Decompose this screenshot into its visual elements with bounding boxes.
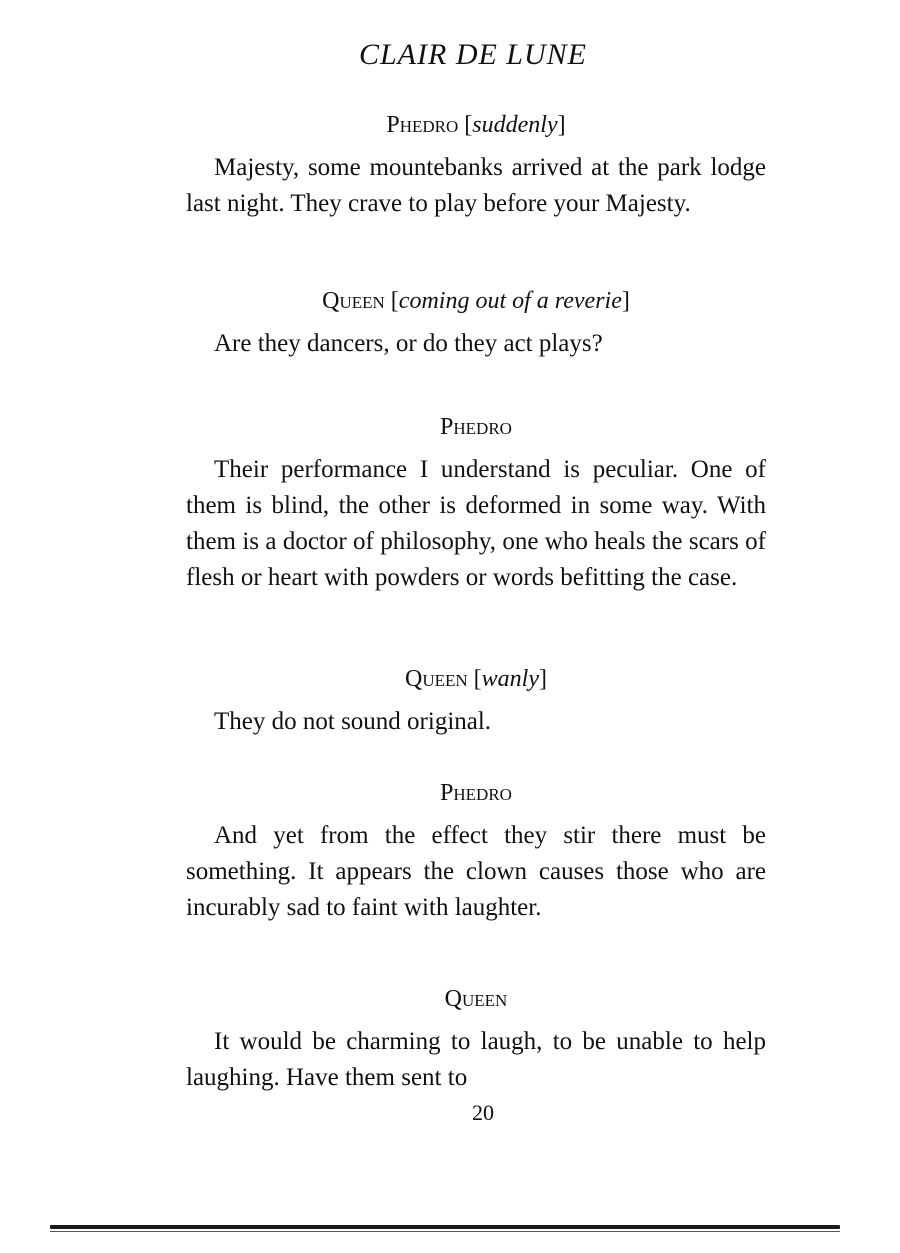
speaker-name: Queen bbox=[322, 288, 385, 314]
stage-direction-bracket: ] bbox=[557, 112, 566, 138]
speech-text: Are they dancers, or do they act plays? bbox=[214, 330, 603, 357]
dialogue-block bbox=[186, 984, 766, 1096]
speech-text: It would be charming to laugh, to be unable to help laughing. Have them sent to bbox=[186, 1028, 766, 1091]
speaker-heading bbox=[186, 778, 766, 808]
speaker-name: Phedro bbox=[440, 780, 512, 806]
page-number: 20 bbox=[472, 1100, 494, 1125]
scan-edge-rule bbox=[50, 1225, 840, 1229]
stage-direction: suddenly bbox=[472, 112, 558, 138]
running-head: CLAIR DE LUNE bbox=[358, 38, 587, 71]
speaker-heading bbox=[186, 984, 766, 1014]
speech-text: And yet from the effect they stir there must be something. It appears the clown causes those who are incurably sad to faint with laughter. bbox=[186, 822, 766, 921]
stage-direction: coming out of a reverie bbox=[398, 288, 622, 314]
stage-direction-bracket: [ bbox=[384, 288, 399, 314]
scan-edge-rule-thin bbox=[50, 1231, 840, 1232]
speaker-name: Queen bbox=[405, 666, 468, 692]
dialogue-block bbox=[186, 664, 766, 740]
speaker-heading bbox=[186, 664, 766, 694]
speaker-name: Phedro bbox=[386, 112, 459, 138]
dialogue-block bbox=[186, 110, 766, 222]
stage-direction-bracket: ] bbox=[621, 288, 630, 314]
dialogue-block bbox=[186, 778, 766, 926]
stage-direction-bracket: ] bbox=[538, 666, 547, 692]
stage-direction: wanly bbox=[481, 666, 539, 692]
speaker-heading bbox=[186, 412, 766, 442]
speech-text: Their performance I understand is peculiar. One of them is blind, the other is deformed in some way. With them is a doctor of philosophy, one who heals the scars of flesh or heart with powders or words befitting the case. bbox=[186, 456, 766, 591]
dialogue-block bbox=[186, 412, 766, 596]
speaker-name: Queen bbox=[444, 986, 508, 1012]
speaker-heading bbox=[186, 110, 766, 140]
dialogue-block bbox=[186, 286, 766, 362]
speech-text: Majesty, some mountebanks arrived at the park lodge last night. They crave to play before your Majesty. bbox=[186, 154, 766, 217]
stage-direction-bracket: [ bbox=[467, 666, 482, 692]
speaker-heading bbox=[186, 286, 766, 316]
speaker-name: Phedro bbox=[440, 414, 512, 440]
stage-direction-bracket: [ bbox=[458, 112, 473, 138]
speech-text: They do not sound original. bbox=[214, 708, 492, 735]
